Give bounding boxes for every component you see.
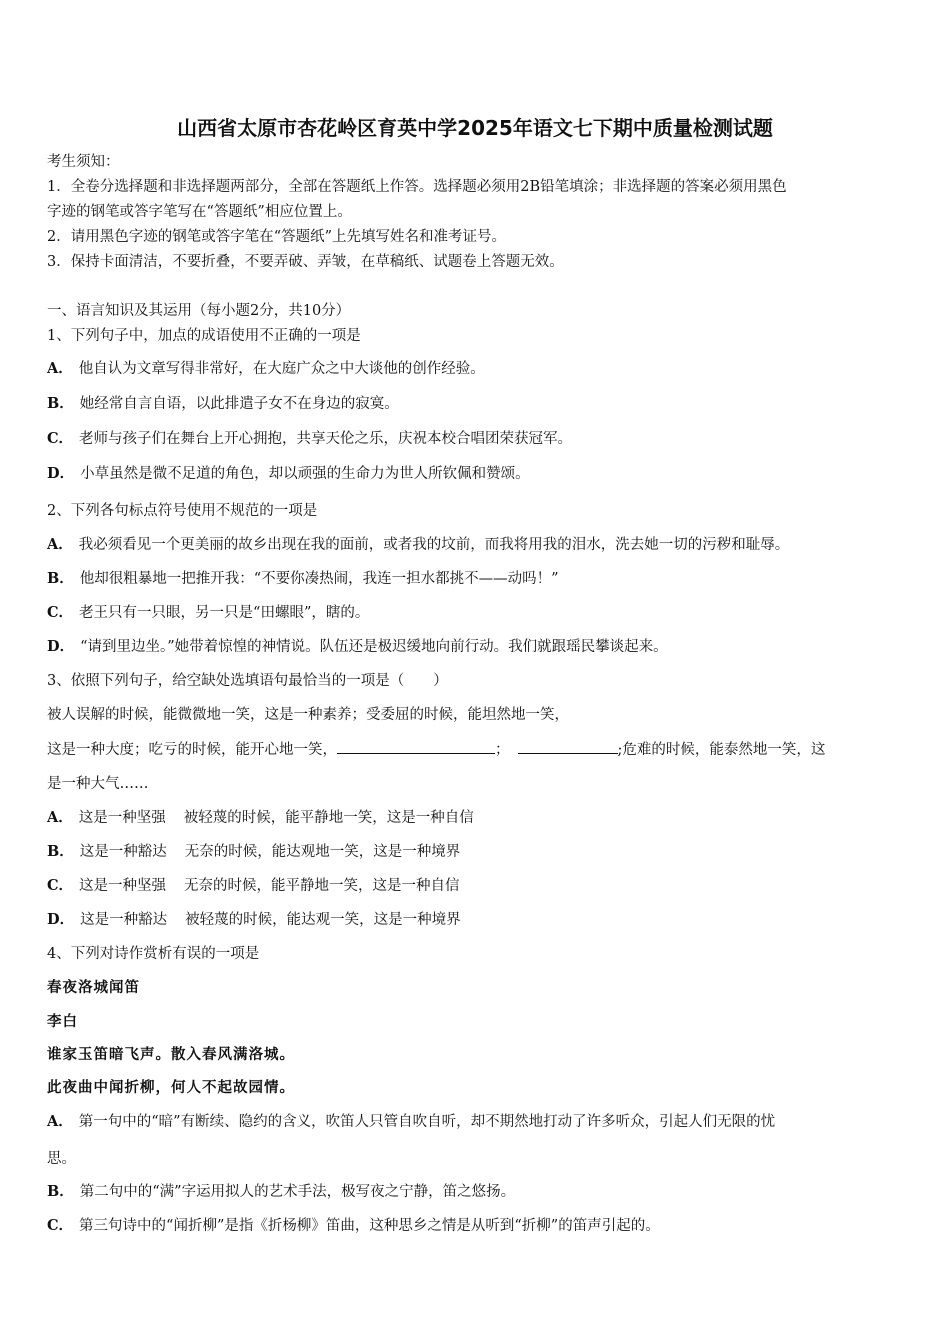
passage-text: ;危难的时候，能泰然地一笑，这 xyxy=(617,742,826,758)
option-text: 这是一种坚强 xyxy=(78,810,166,826)
option-text: 这是一种豁达 xyxy=(80,912,168,928)
option-text: 他自认为文章写得非常好，在大庭广众之中大谈他的创作经验。 xyxy=(78,361,485,377)
option-text: “请到里边坐。”她带着惊惶的神情说。队伍还是极迟缓地向前行动。我们就跟瑶民攀谈起来。 xyxy=(80,639,668,655)
passage-text: 这是一种大度；吃亏的时候，能开心地一笑， xyxy=(47,742,337,758)
option-text: 我必须看见一个更美丽的故乡出现在我的面前，或者我的坟前，而我将用我的泪水，洗去她一切的污秽和耻辱。 xyxy=(78,537,790,553)
passage-text: ； xyxy=(495,742,510,758)
poem-line: 谁家玉笛暗飞声。散入春风满洛城。 xyxy=(47,1046,295,1063)
poem-title: 春夜洛城闻笛 xyxy=(47,979,140,996)
option-row xyxy=(47,876,460,896)
option-text: 他却很粗暴地一把推开我：“不要你凑热闹，我连一担水都挑不——动吗！” xyxy=(79,571,559,587)
option-text: 老王只有一只眼，另一只是“田螺眼”，瞎的。 xyxy=(79,605,370,621)
option-text: 老师与孩子们在舞台上开心拥抱，共享天伦之乐，庆祝本校合唱团荣获冠军。 xyxy=(79,431,573,447)
option-text: 小草虽然是微不足道的角色，却以顽强的生命力为世人所钦佩和赞颂。 xyxy=(80,466,530,482)
option-continuation: 思。 xyxy=(47,1151,76,1167)
option-text: 被轻蔑的时候，能平静地一笑，这是一种自信 xyxy=(183,810,474,826)
option-text: 无奈的时候，能达观地一笑，这是一种境界 xyxy=(184,844,461,860)
option-row xyxy=(47,808,474,828)
notice-line: 3．保持卡面清洁，不要折叠，不要弄破、弄皱，在草稿纸、试题卷上答题无效。 xyxy=(47,254,564,270)
option-row xyxy=(47,910,461,930)
option-row xyxy=(47,1182,515,1202)
option-row xyxy=(47,535,789,555)
passage-line: 是一种大气…… xyxy=(47,776,149,792)
option-letter: B． xyxy=(47,1183,74,1200)
question-stem: 2、下列各句标点符号使用不规范的一项是 xyxy=(47,503,318,519)
option-row xyxy=(47,842,460,862)
option-text: 这是一种豁达 xyxy=(79,844,167,860)
option-letter: C． xyxy=(47,604,74,621)
option-letter: D． xyxy=(47,911,75,928)
option-row xyxy=(47,394,399,414)
notice-line: 1．全卷分选择题和非选择题两部分，全部在答题纸上作答。选择题必须用2B铅笔填涂；非选择题的答案必须用黑色 xyxy=(47,179,787,195)
option-text: 被轻蔑的时候，能达观一笑，这是一种境界 xyxy=(185,912,461,928)
answer-blank xyxy=(518,739,618,754)
option-row xyxy=(47,464,530,484)
option-row xyxy=(47,1216,660,1236)
passage-line xyxy=(47,739,825,760)
option-letter: C． xyxy=(47,1217,74,1234)
notice-line: 字迹的钢笔或答字笔写在“答题纸”相应位置上。 xyxy=(47,204,352,220)
option-row xyxy=(47,603,369,623)
option-letter: A． xyxy=(47,360,73,377)
option-text: 她经常自言自语，以此排遣子女不在身边的寂寞。 xyxy=(79,396,399,412)
question-stem: 1、下列句子中，加点的成语使用不正确的一项是 xyxy=(47,328,361,344)
question-stem: 4、下列对诗作赏析有误的一项是 xyxy=(47,946,260,962)
section-heading: 一、语言知识及其运用（每小题2分，共10分） xyxy=(47,303,351,319)
option-row xyxy=(47,1112,775,1132)
page-title: 山西省太原市杏花岭区育英中学2025年语文七下期中质量检测试题 xyxy=(177,116,773,140)
option-text: 第三句诗中的“闻折柳”是指《折杨柳》笛曲，这种思乡之情是从听到“折柳”的笛声引起的。 xyxy=(79,1218,660,1234)
option-text: 无奈的时候，能平静地一笑，这是一种自信 xyxy=(184,878,460,894)
option-text: 第一句中的“暗”有断续、隐约的含义，吹笛人只管自吹自听，却不期然地打动了许多听众，引起人们无限的忧 xyxy=(78,1114,776,1130)
answer-blank xyxy=(337,739,495,754)
notice-heading: 考生须知： xyxy=(47,154,120,170)
option-letter: C． xyxy=(47,430,74,447)
poem-line: 此夜曲中闻折柳，何人不起故园情。 xyxy=(47,1079,295,1096)
option-letter: D． xyxy=(47,465,75,482)
option-letter: B． xyxy=(47,570,74,587)
option-letter: A． xyxy=(47,1113,73,1130)
option-row xyxy=(47,429,572,449)
option-letter: C． xyxy=(47,877,74,894)
option-row xyxy=(47,359,485,379)
option-letter: D． xyxy=(47,638,75,655)
option-letter: A． xyxy=(47,809,73,826)
question-stem: 3、依照下列句子，给空缺处选填语句最恰当的一项是（ ） xyxy=(47,673,448,689)
passage-line: 被人误解的时候，能微微地一笑，这是一种素养；受委屈的时候，能坦然地一笑， xyxy=(47,707,569,723)
option-text: 第二句中的“满”字运用拟人的艺术手法，极写夜之宁静，笛之悠扬。 xyxy=(79,1184,516,1200)
option-row xyxy=(47,637,668,657)
option-text: 这是一种坚强 xyxy=(79,878,167,894)
poem-author: 李白 xyxy=(47,1013,78,1030)
option-row xyxy=(47,569,559,589)
notice-line: 2．请用黑色字迹的钢笔或答字笔在“答题纸”上先填写姓名和准考证号。 xyxy=(47,229,507,245)
option-letter: B． xyxy=(47,395,74,412)
option-letter: B． xyxy=(47,843,74,860)
option-letter: A． xyxy=(47,536,73,553)
